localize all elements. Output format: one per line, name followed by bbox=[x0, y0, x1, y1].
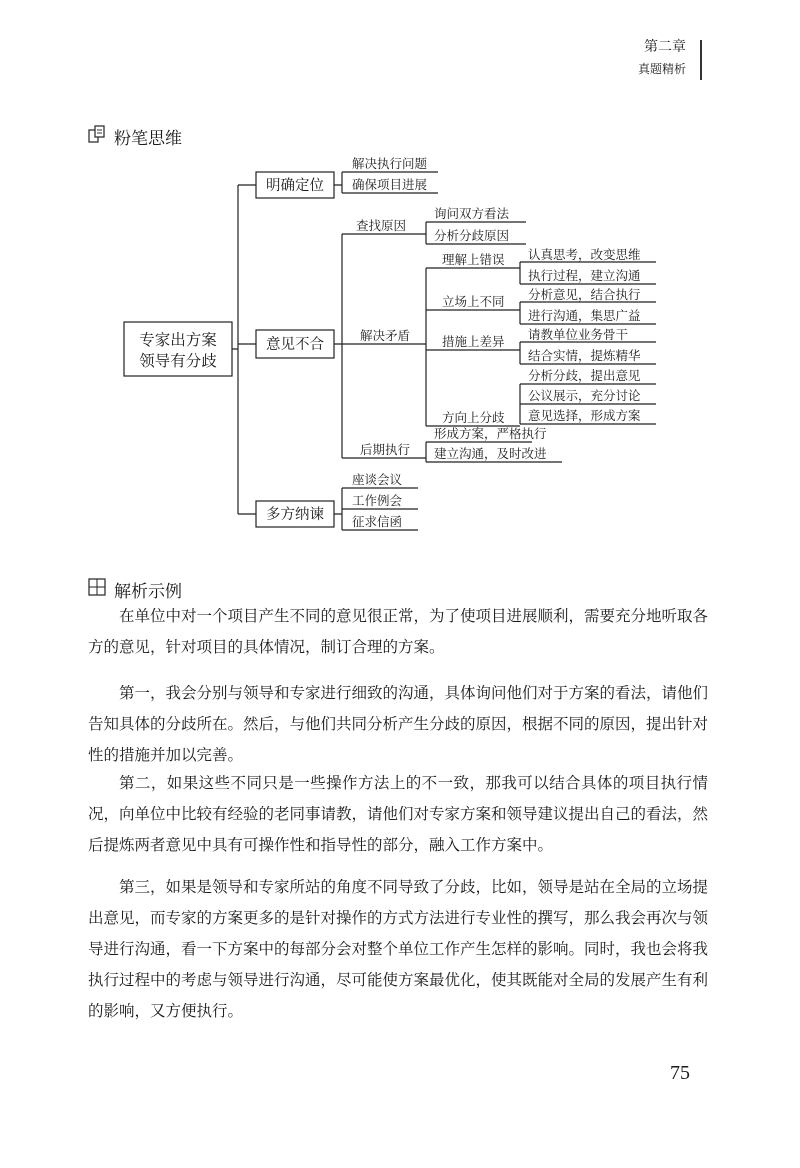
t1-leaf-2: 执行过程，建立沟通 bbox=[528, 268, 641, 283]
t2-label: 立场上不同 bbox=[442, 294, 505, 309]
analysis-section-icon bbox=[88, 578, 106, 596]
mind-map bbox=[0, 0, 800, 560]
t3-leaf-1: 请教单位业务骨干 bbox=[528, 327, 629, 342]
s1-leaf-1: 询问双方看法 bbox=[434, 206, 510, 221]
section-title-analysis: 解析示例 bbox=[114, 582, 182, 602]
s3-leaf-1: 形成方案，严格执行 bbox=[434, 426, 547, 441]
section-title-mindmap: 粉笔思维 bbox=[114, 129, 182, 149]
chapter-label: 第二章 bbox=[644, 39, 686, 55]
page-number: 75 bbox=[670, 1062, 690, 1084]
t2-leaf-2: 进行沟通，集思广益 bbox=[528, 308, 641, 323]
t3-leaf-2: 结合实情，提炼精华 bbox=[528, 348, 641, 363]
node-b3-label: 多方纳谏 bbox=[266, 507, 324, 523]
paragraph-third: 第三，如果是领导和专家所站的角度不同导致了分歧，比如，领导是站在全局的立场提出意见，而专家的方案更多的是针对操作的方式方法进行专业性的撰写，那么我会再次与领导进行沟通，看一下方案中的每部分会对整个单位工作产生怎样的影响。同时，我也会将我执行过程中的考虑与领导进行沟通，尽可能使方案最优化，使其既能对全局的发展产生有利的影响，又方便执行。 bbox=[88, 878, 709, 1020]
chapter-subtitle: 真题精析 bbox=[637, 62, 686, 76]
paragraph-intro: 在单位中对一个项目产生不同的意见很正常，为了使项目进展顺利，需要充分地听取各方的意见，针对项目的具体情况，制订合理的方案。 bbox=[88, 607, 709, 656]
b1-leaf-2: 确保项目进展 bbox=[352, 177, 428, 192]
s3-label: 后期执行 bbox=[360, 442, 411, 457]
node-b2-label: 意见不合 bbox=[266, 337, 324, 353]
paragraph-first: 第一，我会分别与领导和专家进行细致的沟通，具体询问他们对于方案的看法，请他们告知具体的分歧所在。然后，与他们共同分析产生分歧的原因，根据不同的原因，提出针对性的措施并加以完善。 bbox=[88, 684, 709, 764]
s1-leaf-2: 分析分歧原因 bbox=[434, 228, 510, 243]
paragraph-second: 第二，如果这些不同只是一些操作方法上的不一致，那我可以结合具体的项目执行情况，向单位中比较有经验的老同事请教，请他们对专家方案和领导建议提出自己的看法，然后提炼两者意见中具有可操作性和指导性的部分，融入工作方案中。 bbox=[88, 774, 709, 854]
b3-leaf-1: 座谈会议 bbox=[352, 472, 403, 487]
t1-leaf-1: 认真思考，改变思维 bbox=[528, 247, 641, 262]
root-line-2: 领导有分歧 bbox=[139, 352, 217, 370]
s2-label: 解决矛盾 bbox=[360, 328, 411, 343]
root-line-1: 专家出方案 bbox=[139, 331, 217, 349]
s1-label: 查找原因 bbox=[356, 218, 407, 233]
node-b1-label: 明确定位 bbox=[266, 178, 324, 194]
b1-leaf-1: 解决执行问题 bbox=[352, 156, 428, 171]
t4-leaf-1: 分析分歧，提出意见 bbox=[528, 368, 641, 383]
t2-leaf-1: 分析意见，结合执行 bbox=[528, 287, 641, 302]
b3-leaf-2: 工作例会 bbox=[352, 493, 403, 508]
t1-label: 理解上错误 bbox=[442, 252, 505, 267]
b3-leaf-3: 征求信函 bbox=[352, 514, 403, 529]
t4-label: 方向上分歧 bbox=[442, 410, 505, 425]
t4-leaf-3: 意见选择，形成方案 bbox=[528, 408, 641, 423]
t3-label: 措施上差异 bbox=[442, 334, 505, 349]
s3-leaf-2: 建立沟通，及时改进 bbox=[434, 446, 547, 461]
t4-leaf-2: 公议展示，充分讨论 bbox=[528, 388, 641, 403]
